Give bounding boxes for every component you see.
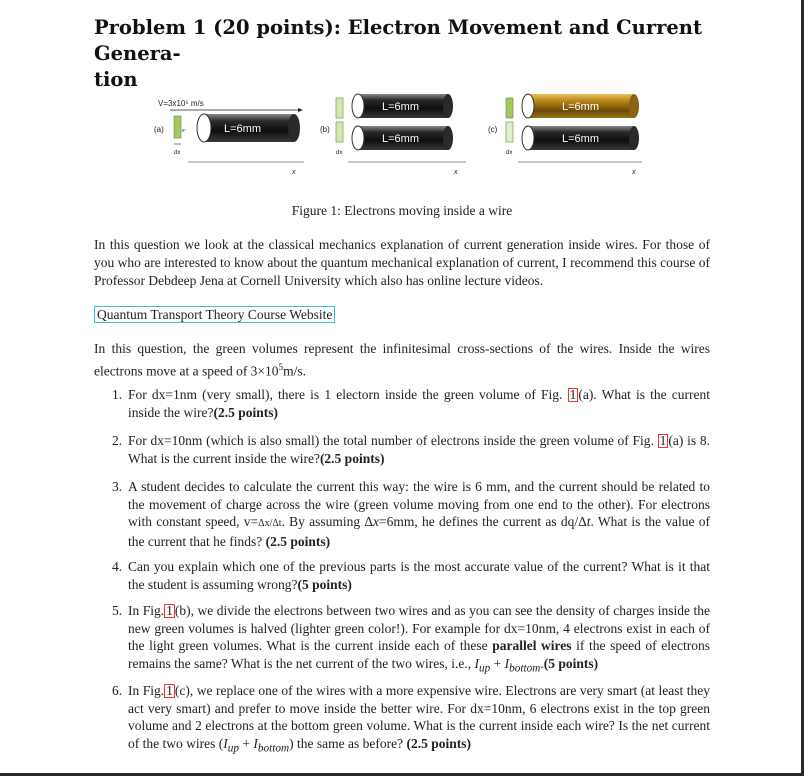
figure-ref-link[interactable]: 1 <box>569 387 577 402</box>
setup-paragraph: In this question, the green volumes represent the infinitesimal cross-sections of the wires. Inside the wires electrons move at a speed of $3\times 10^5m/s$. <box>94 341 710 379</box>
velocity-label: V=3x10⁵ m/s <box>158 99 204 108</box>
course-website-link[interactable]: Quantum Transport Theory Course Website <box>94 306 335 323</box>
svg-text:L=6mm: L=6mm <box>562 101 599 113</box>
wire-a-label: L=6mm <box>224 123 261 135</box>
green-volume-b-bottom <box>336 122 343 142</box>
svg-text:dx: dx <box>506 150 513 156</box>
svg-text:dx: dx <box>336 150 343 156</box>
svg-text:e⁻: e⁻ <box>182 128 188 134</box>
svg-text:x: x <box>632 169 636 176</box>
wire-a <box>197 114 300 142</box>
panel-a-label: (a) <box>154 125 164 134</box>
figure-ref-link[interactable]: 1 <box>166 603 173 618</box>
wire-b-bottom <box>352 126 453 150</box>
svg-text:L=6mm: L=6mm <box>382 101 419 113</box>
green-volume-c-top <box>506 98 513 118</box>
green-volume-c-bottom <box>506 122 513 142</box>
svg-text:L=6mm: L=6mm <box>562 133 599 145</box>
wire-b-top <box>352 94 453 118</box>
figure-ref-link[interactable]: 1 <box>166 683 173 698</box>
intro-paragraph: In this question we look at the classical mechanics explanation of current generation inside wires. For those of you who are interested to know about the quantum mechanical explanation of current, I recommend this course of Professor Debdeep Jena at Cornell University which also has online lecture videos. <box>94 237 710 288</box>
green-volume-b-top <box>336 98 343 118</box>
figure-ref-link[interactable]: 1 <box>659 433 667 448</box>
svg-text:x: x <box>454 169 458 176</box>
wire-c-top-gold <box>522 94 639 118</box>
svg-text:x: x <box>292 169 296 176</box>
problem-title: Problem 1 (20 points): Electron Movement and Current Genera- tion <box>94 16 702 91</box>
wire-c-bottom <box>522 126 639 150</box>
dx-label-a: dx <box>174 150 181 156</box>
svg-text:L=6mm: L=6mm <box>382 133 419 145</box>
green-volume-a <box>174 116 181 138</box>
panel-c-label: (c) <box>488 125 498 134</box>
figure-caption: Figure 1: Electrons moving inside a wire <box>291 203 513 218</box>
figure-1 <box>148 88 708 188</box>
panel-b-label: (b) <box>320 125 330 134</box>
